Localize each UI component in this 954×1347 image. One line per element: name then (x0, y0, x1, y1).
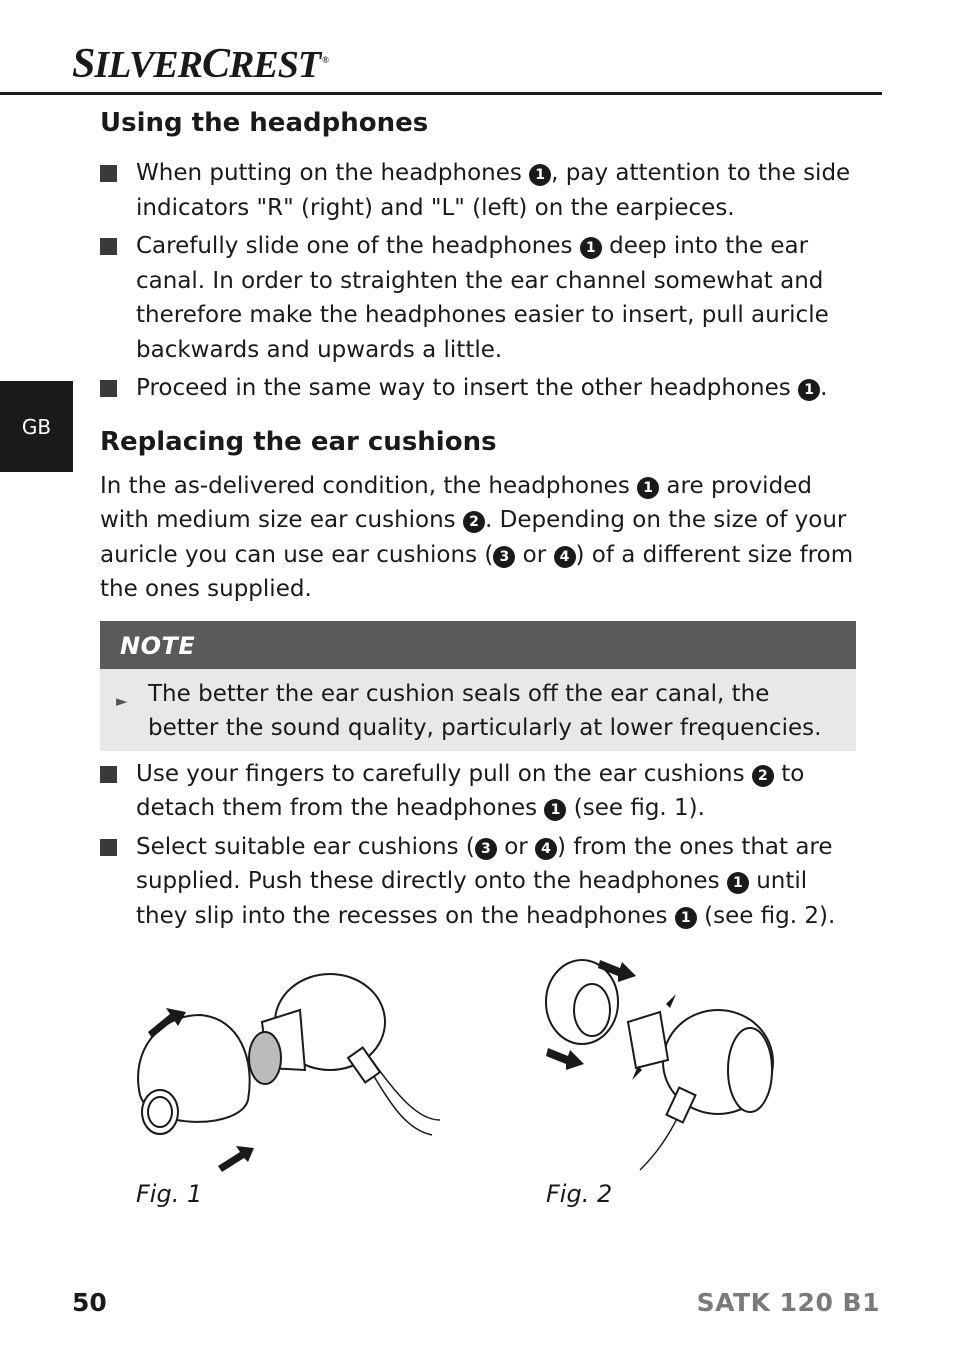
part-number-badge: 1 (727, 872, 749, 894)
fig1-cushion-opening (148, 1097, 172, 1127)
list-item: Carefully slide one of the headphones 1 deep into the ear canal. In order to straighten the ear channel somewhat and therefore make the headphones easier to insert, pull auricle backwards and upwards a little. (100, 229, 860, 367)
intro-paragraph: In the as-delivered condition, the headphones 1 are provided with medium size ear cushions 2 . Depending on the size of your auricle you can use ear cushions ( 3 or 4 ) of a different size from the ones supplied. (100, 472, 854, 602)
bullet-square-icon (100, 380, 117, 397)
fig1-cable (368, 1066, 432, 1135)
note-box (100, 621, 856, 751)
fig2-nozzle (628, 1012, 668, 1068)
section-title-replacing: Replacing the ear cushions (100, 426, 497, 457)
main-content (100, 104, 860, 933)
fig2-illustration (546, 960, 773, 1170)
list-item: Proceed in the same way to insert the other headphones 1 . (100, 371, 860, 406)
model-number: SATK 120 B1 (696, 1288, 880, 1317)
note-body: ► The better the ear cushion seals off the ear canal, the better the sound quality, particularly at lower frequencies. (100, 669, 856, 751)
using-steps (100, 156, 860, 406)
brand-logo: SILVERCREST ® (72, 41, 328, 87)
bullet-square-icon (100, 766, 117, 783)
part-number-badge: 1 (637, 477, 659, 499)
figure-caption-2: Fig. 2 (546, 1180, 613, 1208)
part-number-badge: 2 (752, 765, 774, 787)
fig1-mesh (249, 1032, 281, 1084)
part-number-badge: 4 (535, 838, 557, 860)
part-number-badge: 1 (675, 907, 697, 929)
figure-caption-1: Fig. 1 (136, 1180, 203, 1208)
part-number-badge: 1 (580, 237, 602, 259)
arrow-icon (666, 994, 676, 1008)
fig2-earbud-back (728, 1028, 772, 1112)
part-number-badge: 1 (529, 164, 551, 186)
list-item: Use your fingers to carefully pull on the ear cushions 2 to detach them from the headphones 1 (see fig. 1). (100, 757, 860, 826)
fig2-earbud-stem (667, 1088, 696, 1123)
arrow-right-icon: ► (116, 691, 128, 710)
fig2-cushion-opening (574, 984, 610, 1036)
part-number-badge: 4 (554, 546, 576, 568)
fig1-illustration (138, 974, 440, 1172)
arrow-icon (546, 1048, 584, 1070)
part-number-badge: 2 (463, 511, 485, 533)
header-rule (0, 92, 882, 95)
part-number-badge: 3 (475, 838, 497, 860)
replacing-steps (100, 757, 860, 934)
bullet-square-icon (100, 238, 117, 255)
page-number: 50 (72, 1288, 107, 1317)
bullet-square-icon (100, 839, 117, 856)
note-heading: NOTE (100, 621, 856, 669)
part-number-badge: 1 (544, 799, 566, 821)
section-title-using: Using the headphones (100, 108, 429, 138)
part-number-badge: 3 (493, 546, 515, 568)
bullet-square-icon (100, 165, 117, 182)
part-number-badge: 1 (798, 379, 820, 401)
list-item: When putting on the headphones 1 , pay attention to the side indicators "R" (right) and "L" (left) on the earpieces. (100, 156, 860, 225)
list-item: Select suitable ear cushions ( 3 or 4 ) from the ones that are supplied. Push these directly onto the headphones 1 until they slip into the recesses on the headphones 1 (see fig. 2). (100, 830, 860, 934)
arrow-icon (218, 1146, 254, 1172)
language-tab: GB (0, 381, 73, 472)
